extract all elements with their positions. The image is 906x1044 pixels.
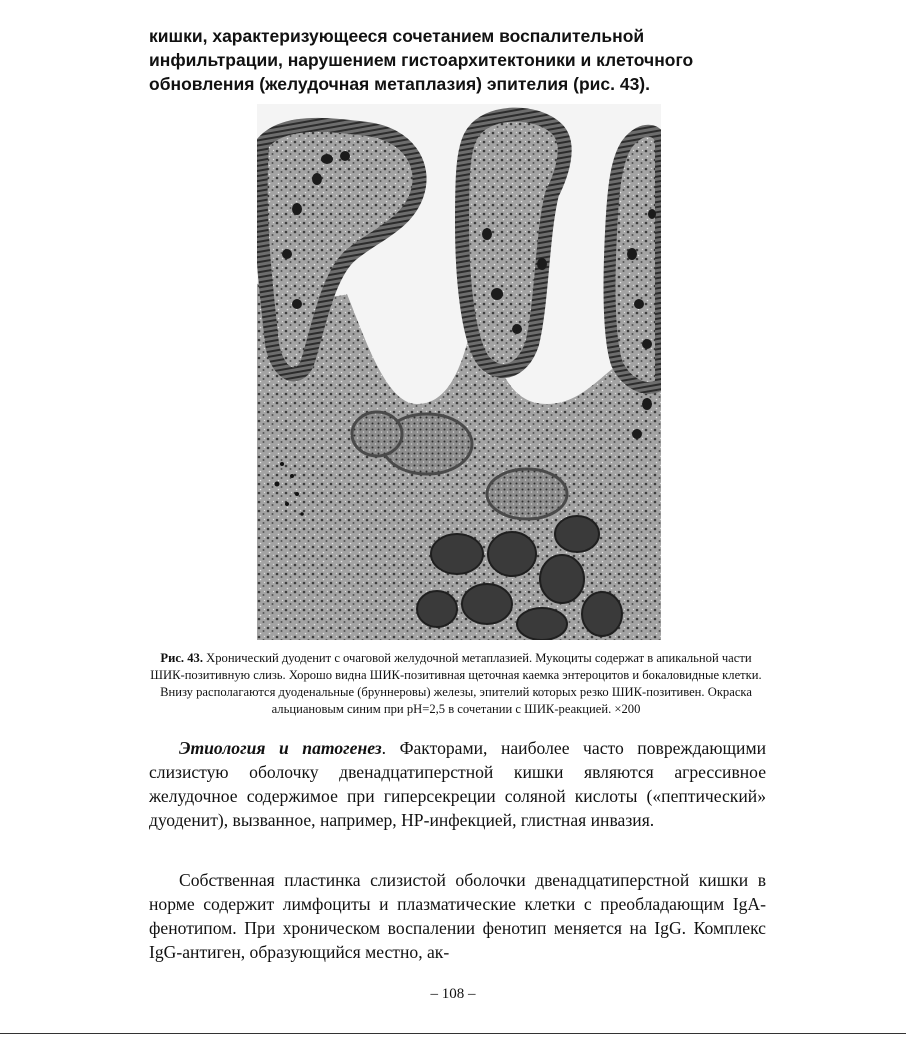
page-bottom-rule bbox=[0, 1033, 906, 1034]
etiology-text: . Факторами, наиболее часто повреждающими слизистую оболочку двенадцатиперстной кишки являются агрессивное желудочное содержимое при гиперсекреции соляной кислоты («пептический» дуоденит), вызванное, например, HP-инфекцией, глистная инвазия. bbox=[149, 738, 767, 830]
lamina-propria-paragraph: Собственная пластинка слизистой оболочки двенадцатиперстной кишки в норме содержит лимфоциты и плазматические клетки с преобладающим IgA-фенотипом. При хроническом воспалении фенотип меняется на IgG. Комплекс IgG-антиген, образующийся местно, ак- bbox=[149, 870, 766, 962]
figure-caption bbox=[148, 650, 764, 718]
top-paragraph: кишки, характеризующееся сочетанием воспалительной инфильтрации, нарушением гистоархитектоники и клеточного обновления (желудочная метаплазия) эпителия (рис. 43). bbox=[149, 26, 694, 94]
etiology-heading: Этиология и патогенез bbox=[179, 738, 382, 758]
figure-caption-text: Хронический дуоденит с очаговой желудочной метаплазией. Мукоциты содержат в апикальной части ШИК-позитивную слизь. Хорошо видна ШИК-позитивная щеточная каемка энтероцитов и бокаловидные клетки. Внизу располагаются дуоденальные (бруннеровы) железы, эпителий которых резко ШИК-позитивен. Окраска альциановым синим при pH=2,5 в сочетании с ШИК-реакцией. ×200 bbox=[150, 651, 762, 716]
page-number: – 108 – bbox=[430, 986, 476, 1002]
figure-caption-label: Рис. 43. bbox=[160, 651, 203, 665]
etiology-paragraph bbox=[149, 736, 766, 832]
histology-micrograph bbox=[257, 104, 661, 640]
